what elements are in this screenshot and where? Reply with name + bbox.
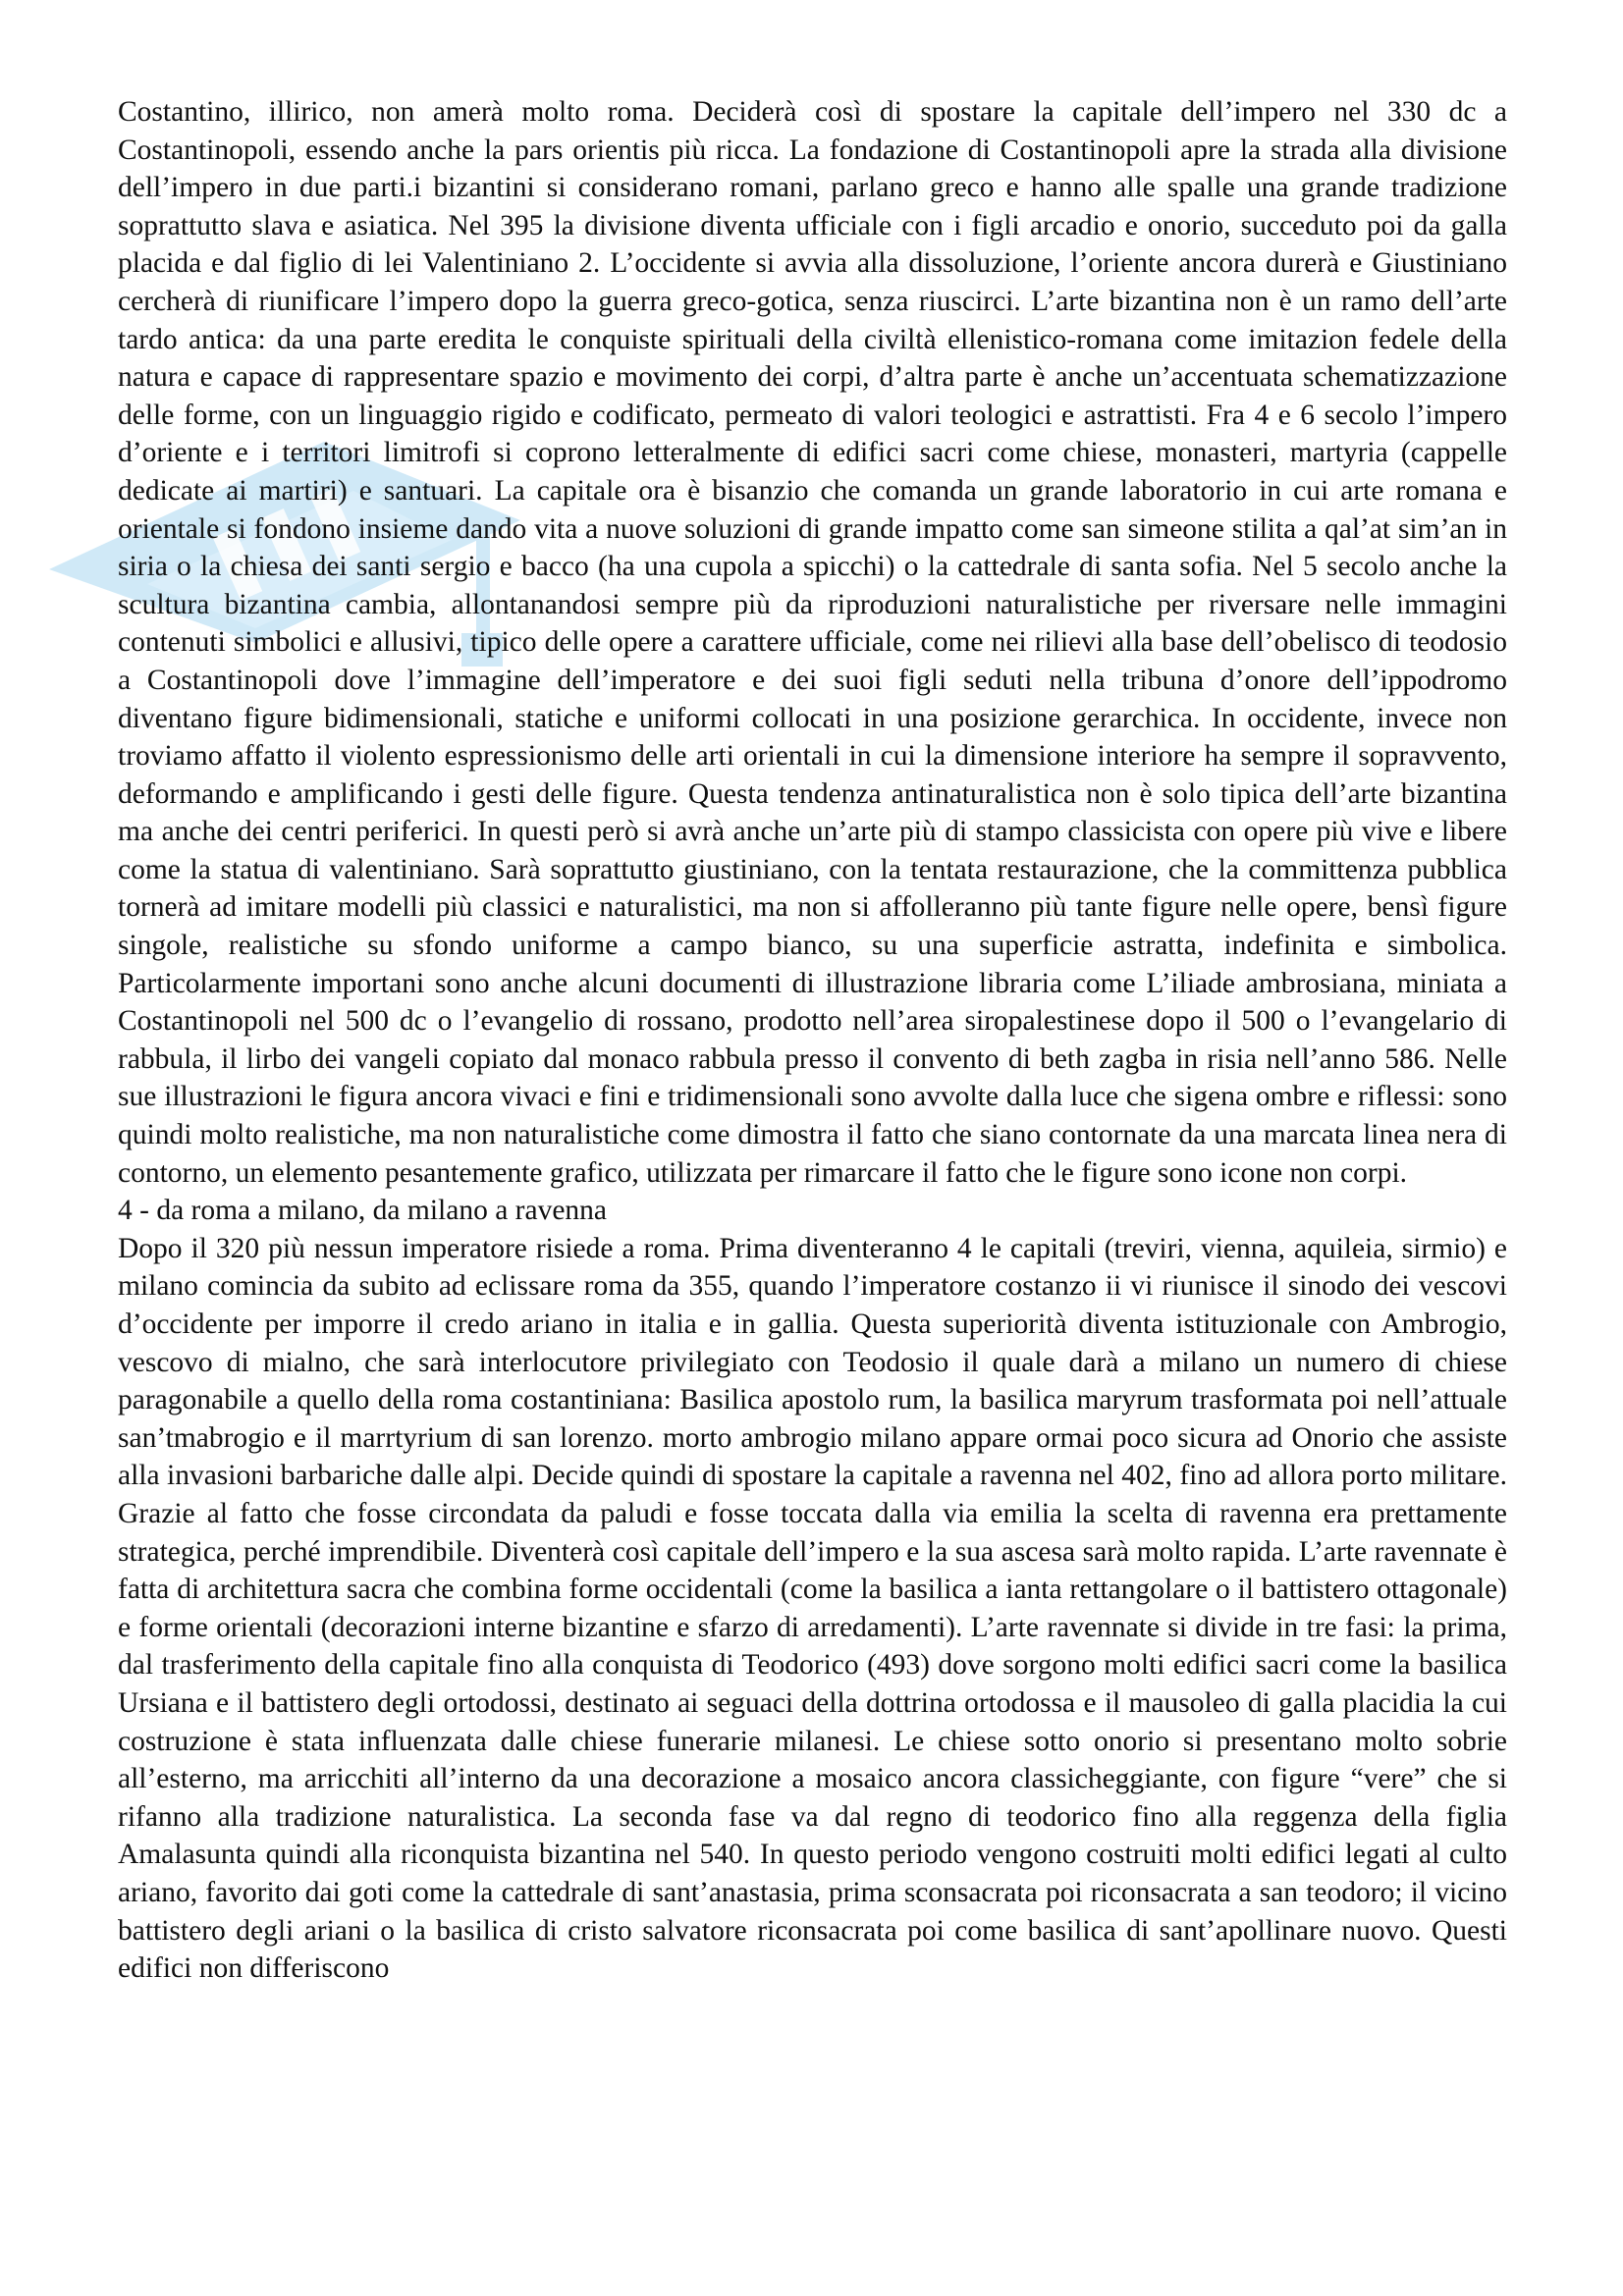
paragraph-milan-ravenna: Dopo il 320 più nessun imperatore risiede a roma. Prima diventeranno 4 le capitali (treviri, vienna, aquileia, sirmio) e milano comincia da subito ad eclissare roma da 355, quando l’imperatore costanzo ii vi riunisce il sinodo dei vescovi d’occidente per imporre il credo ariano in italia e in gallia. Questa superiorità diventa istituzionale con Ambrogio, vescovo di mialno, che sarà interlocutore privilegiato con Teodosio il quale darà a milano un numero di chiese paragonabile a quello della roma costantiniana: Basilica apostolo rum, la basilica maryrum trasformata poi nell’attuale san’tmabrogio e il marrtyrium di san lorenzo. morto ambrogio milano appare ormai poco sicura ad Onorio che assiste alla invasioni barbariche dalle alpi. Decide quindi di spostare la capitale a ravenna nel 402, fino ad allora porto militare. Grazie al fatto che fosse circondata da paludi e fosse toccata dalla via emilia la scelta di ravenna era prettamente strategica, perché imprendibile. Diventerà così capitale dell’impero e la sua ascesa sarà molto rapida. L’arte ravennate è fatta di architettura sacra che combina forme occidentali (come la basilica a ianta rettangolare o il battistero ottagonale) e forme orientali (decorazioni interne bizantine e sfarzo di arredamenti). L’arte ravennate si divide in tre fasi: la prima, dal trasferimento della capitale fino alla conquista di Teodorico (493) dove sorgono molti edifici sacri come la basilica Ursiana e il battistero degli ortodossi, destinato ai seguaci della dottrina ortodossa e il mausoleo di galla placidia la cui costruzione è stata influenzata dalle chiese funerarie milanesi. Le chiese sotto onorio si presentano molto sobrie all’esterno, ma arricchiti all’interno da una decorazione a mosaico ancora classicheggiante, con figure “vere” che si rifanno alla tradizione naturalistica. La seconda fase va dal regno di teodorico fino alla reggenza della figlia Amalasunta quindi alla riconquista bizantina nel 540. In questo periodo vengono costruiti molti edifici legati al culto ariano, favorito dai goti come la cattedrale di sant’anastasia, prima sconsacrata poi riconsacrata a san teodoro; il vicino battistero degli ariani o la basilica di cristo salvatore riconsacrata poi come basilica di sant’apollinare nuovo. Questi edifici non differiscono xyxy=(118,1232,1507,1985)
section-heading: 4 - da roma a milano, da milano a ravenna xyxy=(118,1195,608,1227)
paragraph-bizantine-art: Costantino, illirico, non amerà molto roma. Deciderà così di spostare la capitale dell’impero nel 330 dc a Costantinopoli, essendo anche la pars orientis più ricca. La fondazione di Costantinopoli apre la strada alla divisione dell’impero in due parti.i bizantini si considerano romani, parlano greco e hanno alle spalle una grande tradizione soprattutto slava e asiatica. Nel 395 la divisione diventa ufficiale con i figli arcadio e onorio, succeduto poi da galla placida e dal figlio di lei Valentiniano 2. L’occidente si avvia alla dissoluzione, l’oriente ancora durerà e Giustiniano cercherà di riunificare l’impero dopo la guerra greco-gotica, senza riuscirci. L’arte bizantina non è un ramo dell’arte tardo antica: da una parte eredita le conquiste spirituali della civiltà ellenistico-romana come imitazion fedele della natura e capace di rappresentare spazio e movimento dei corpi, d’altra parte è anche un’accentuata schematizzazione delle forme, con un linguaggio rigido e codificato, permeato di valori teologici e astrattisti. Fra 4 e 6 secolo l’impero d’oriente e i territori limitrofi si coprono letteralmente di edifici sacri come chiese, monasteri, martyria (cappelle dedicate ai martiri) e santuari. La capitale ora è bisanzio che comanda un grande laboratorio in cui arte romana e orientale si fondono insieme dando vita a nuove soluzioni di grande impatto come san simeone stilita a qal’at sim’an in siria o la chiesa dei santi sergio e bacco (ha una cupola a spicchi) o la cattedrale di santa sofia. Nel 5 secolo anche la scultura bizantina cambia, allontanandosi sempre più da riproduzioni naturalistiche per riversare nelle immagini contenuti simbolici e allusivi, tipico delle opere a carattere ufficiale, come nei rilievi alla base dell’obelisco di teodosio a Costantinopoli dove l’immagine dell’imperatore e dei suoi figli seduti nella tribuna d’onore dell’ippodromo diventano figure bidimensionali, statiche e uniformi collocati in una posizione gerarchica. In occidente, invece non troviamo affatto il violento espressionismo delle arti orientali in cui la dimensione interiore ha sempre il sopravvento, deformando e amplificando i gesti delle figure. Questa tendenza antinaturalistica non è solo tipica dell’arte bizantina ma anche dei centri periferici. In questi però si avrà anche un’arte più di stampo classicista con opere più vive e libere come la statua di valentiniano. Sarà soprattutto giustiniano, con la tentata restaurazione, che la committenza pubblica tornerà ad imitare modelli più classici e naturalistici, ma non si affolleranno più tante figure nelle opere, bensì figure singole, realistiche su sfondo uniforme a campo bianco, su una superficie astratta, indefinita e simbolica. Particolarmente importani sono anche alcuni documenti di illustrazione libraria come L’iliade ambrosiana, miniata a Costantinopoli nel 500 dc o l’evangelio di rossano, prodotto nell’area siropalestinese dopo il 500 o l’evangelario di rabbula, il lirbo dei vangeli copiato dal monaco rabbula presso il convento di beth zagba in risia nell’anno 586. Nelle sue illustrazioni le figura ancora vivaci e fini e tridimensionali sono avvolte dalla luce che sigena ombre e riflessi: sono quindi molto realistiche, ma non naturalistiche come dimostra il fatto che siano contornate da una marcata linea nera di contorno, un elemento pesantemente grafico, utilizzata per rimarcare il fatto che le figure sono icone non corpi. xyxy=(118,96,1507,1189)
document-body xyxy=(118,93,1507,1988)
